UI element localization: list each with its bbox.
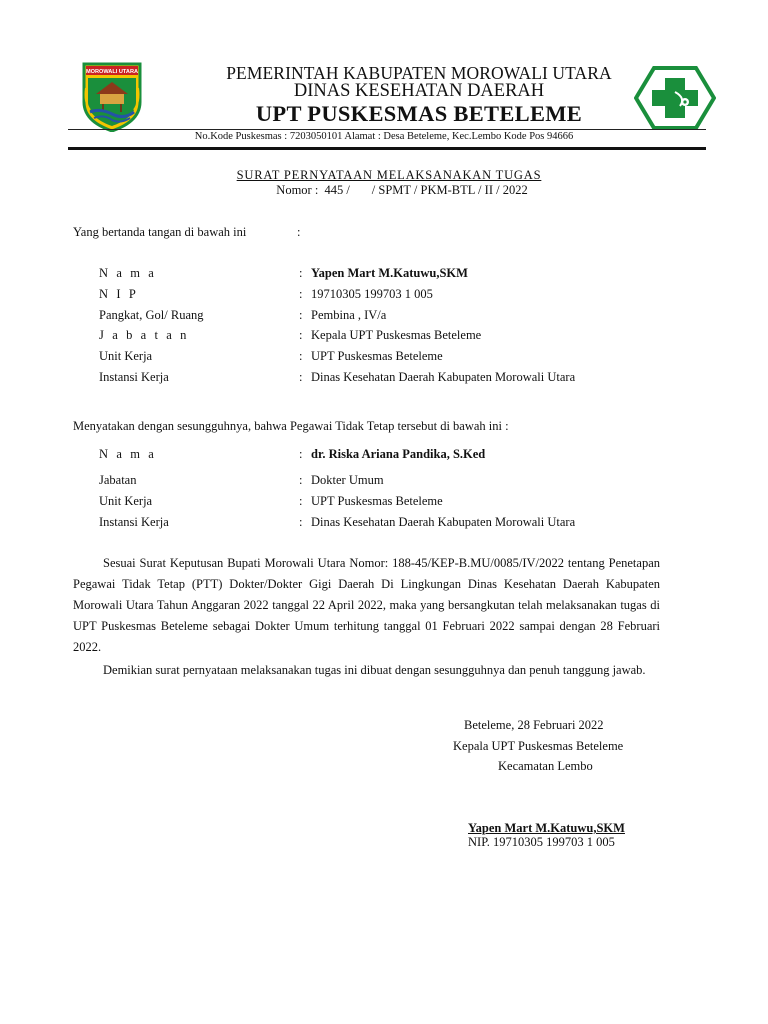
signer-nip-label: N I P [99, 287, 139, 301]
header-rule-thin [68, 129, 706, 130]
signer-agency-label: Instansi Kerja [99, 370, 169, 384]
colon: : [299, 287, 303, 301]
signer-name-label: N a m a [99, 266, 157, 280]
body-paragraph [73, 553, 660, 658]
closing-paragraph [73, 663, 663, 678]
header-address: No.Kode Puskesmas : 7203050101 Alamat : Desa Beteleme, Kec.Lembo Kode Pos 94666 [194, 131, 574, 142]
statement-text: Menyatakan dengan sesungguhnya, bahwa Pegawai Tidak Tetap tersebut di bawah ini : [73, 419, 509, 433]
employee-name-value: dr. Riska Ariana Pandika, S.Ked [311, 447, 486, 461]
signature-position: Kepala UPT Puskesmas Beteleme [453, 739, 624, 753]
employee-unit-label: Unit Kerja [99, 494, 153, 508]
signature-nip: NIP. 19710305 199703 1 005 [468, 835, 615, 849]
signer-rank-label: Pangkat, Gol/ Ruang [99, 308, 204, 322]
colon: : [299, 266, 303, 280]
employee-position-label: Jabatan [99, 473, 137, 487]
crest-banner-text: MOROWALI UTARA [85, 69, 139, 75]
colon: : [299, 515, 303, 529]
signer-nip-value: 19710305 199703 1 005 [311, 287, 433, 301]
header-institution: UPT PUSKESMAS BETELEME [255, 101, 583, 126]
document-title: SURAT PERNYATAAN MELAKSANAKAN TUGAS [236, 168, 542, 182]
colon: : [299, 447, 303, 461]
employee-name-label: N a m a [99, 447, 157, 461]
colon: : [299, 370, 303, 384]
header-department: DINAS KESEHATAN DAERAH [293, 81, 545, 101]
signature-place-date: Beteleme, 28 Februari 2022 [464, 718, 604, 732]
signer-position-label: J a b a t a n [99, 328, 190, 342]
intro-text: Yang bertanda tangan di bawah ini [73, 225, 247, 239]
intro-colon: : [297, 225, 301, 239]
header-government: PEMERINTAH KABUPATEN MOROWALI UTARA [226, 63, 612, 83]
signer-rank-value: Pembina , IV/a [311, 308, 387, 322]
employee-unit-value: UPT Puskesmas Beteleme [311, 494, 443, 508]
document-number: Nomor : 445 / / SPMT / PKM-BTL / II / 2022 [276, 183, 528, 197]
employee-agency-value: Dinas Kesehatan Daerah Kabupaten Morowali Utara [311, 515, 576, 529]
signer-unit-value: UPT Puskesmas Beteleme [311, 349, 443, 363]
employee-agency-label: Instansi Kerja [99, 515, 169, 529]
colon: : [299, 328, 303, 342]
signature-name: Yapen Mart M.Katuwu,SKM [468, 821, 625, 835]
closing-paragraph-text: Demikian surat pernyataan melaksanakan tugas ini dibuat dengan sesungguhnya dan penuh tanggung jawab. [103, 663, 646, 677]
signer-name-value: Yapen Mart M.Katuwu,SKM [311, 266, 468, 280]
body-paragraph-text: Sesuai Surat Keputusan Bupati Morowali Utara Nomor: 188-45/KEP-B.MU/0085/IV/2022 tentang Penetapan Pegawai Tidak Tetap (PTT) Dokter/Dokter Gigi Daerah Di Lingkungan Dinas Kesehatan Daerah Kabupaten Morowali Utara Tahun Anggaran 2022 tanggal 22 April 2022, maka yang bersangkutan telah melaksanakan tugas di UPT Puskesmas Beteleme sebagai Dokter Umum terhitung tanggal 01 Februari 2022 sampai dengan 28 Februari 2022. [73, 556, 660, 654]
signer-position-value: Kepala UPT Puskesmas Beteleme [311, 328, 482, 342]
colon: : [299, 349, 303, 363]
colon: : [299, 494, 303, 508]
header-rule-thick [68, 147, 706, 150]
signer-unit-label: Unit Kerja [99, 349, 153, 363]
puskesmas-cross-icon [634, 66, 716, 130]
colon: : [299, 308, 303, 322]
colon: : [299, 473, 303, 487]
employee-position-value: Dokter Umum [311, 473, 384, 487]
signature-district: Kecamatan Lembo [498, 759, 593, 773]
signer-agency-value: Dinas Kesehatan Daerah Kabupaten Morowali Utara [311, 370, 576, 384]
